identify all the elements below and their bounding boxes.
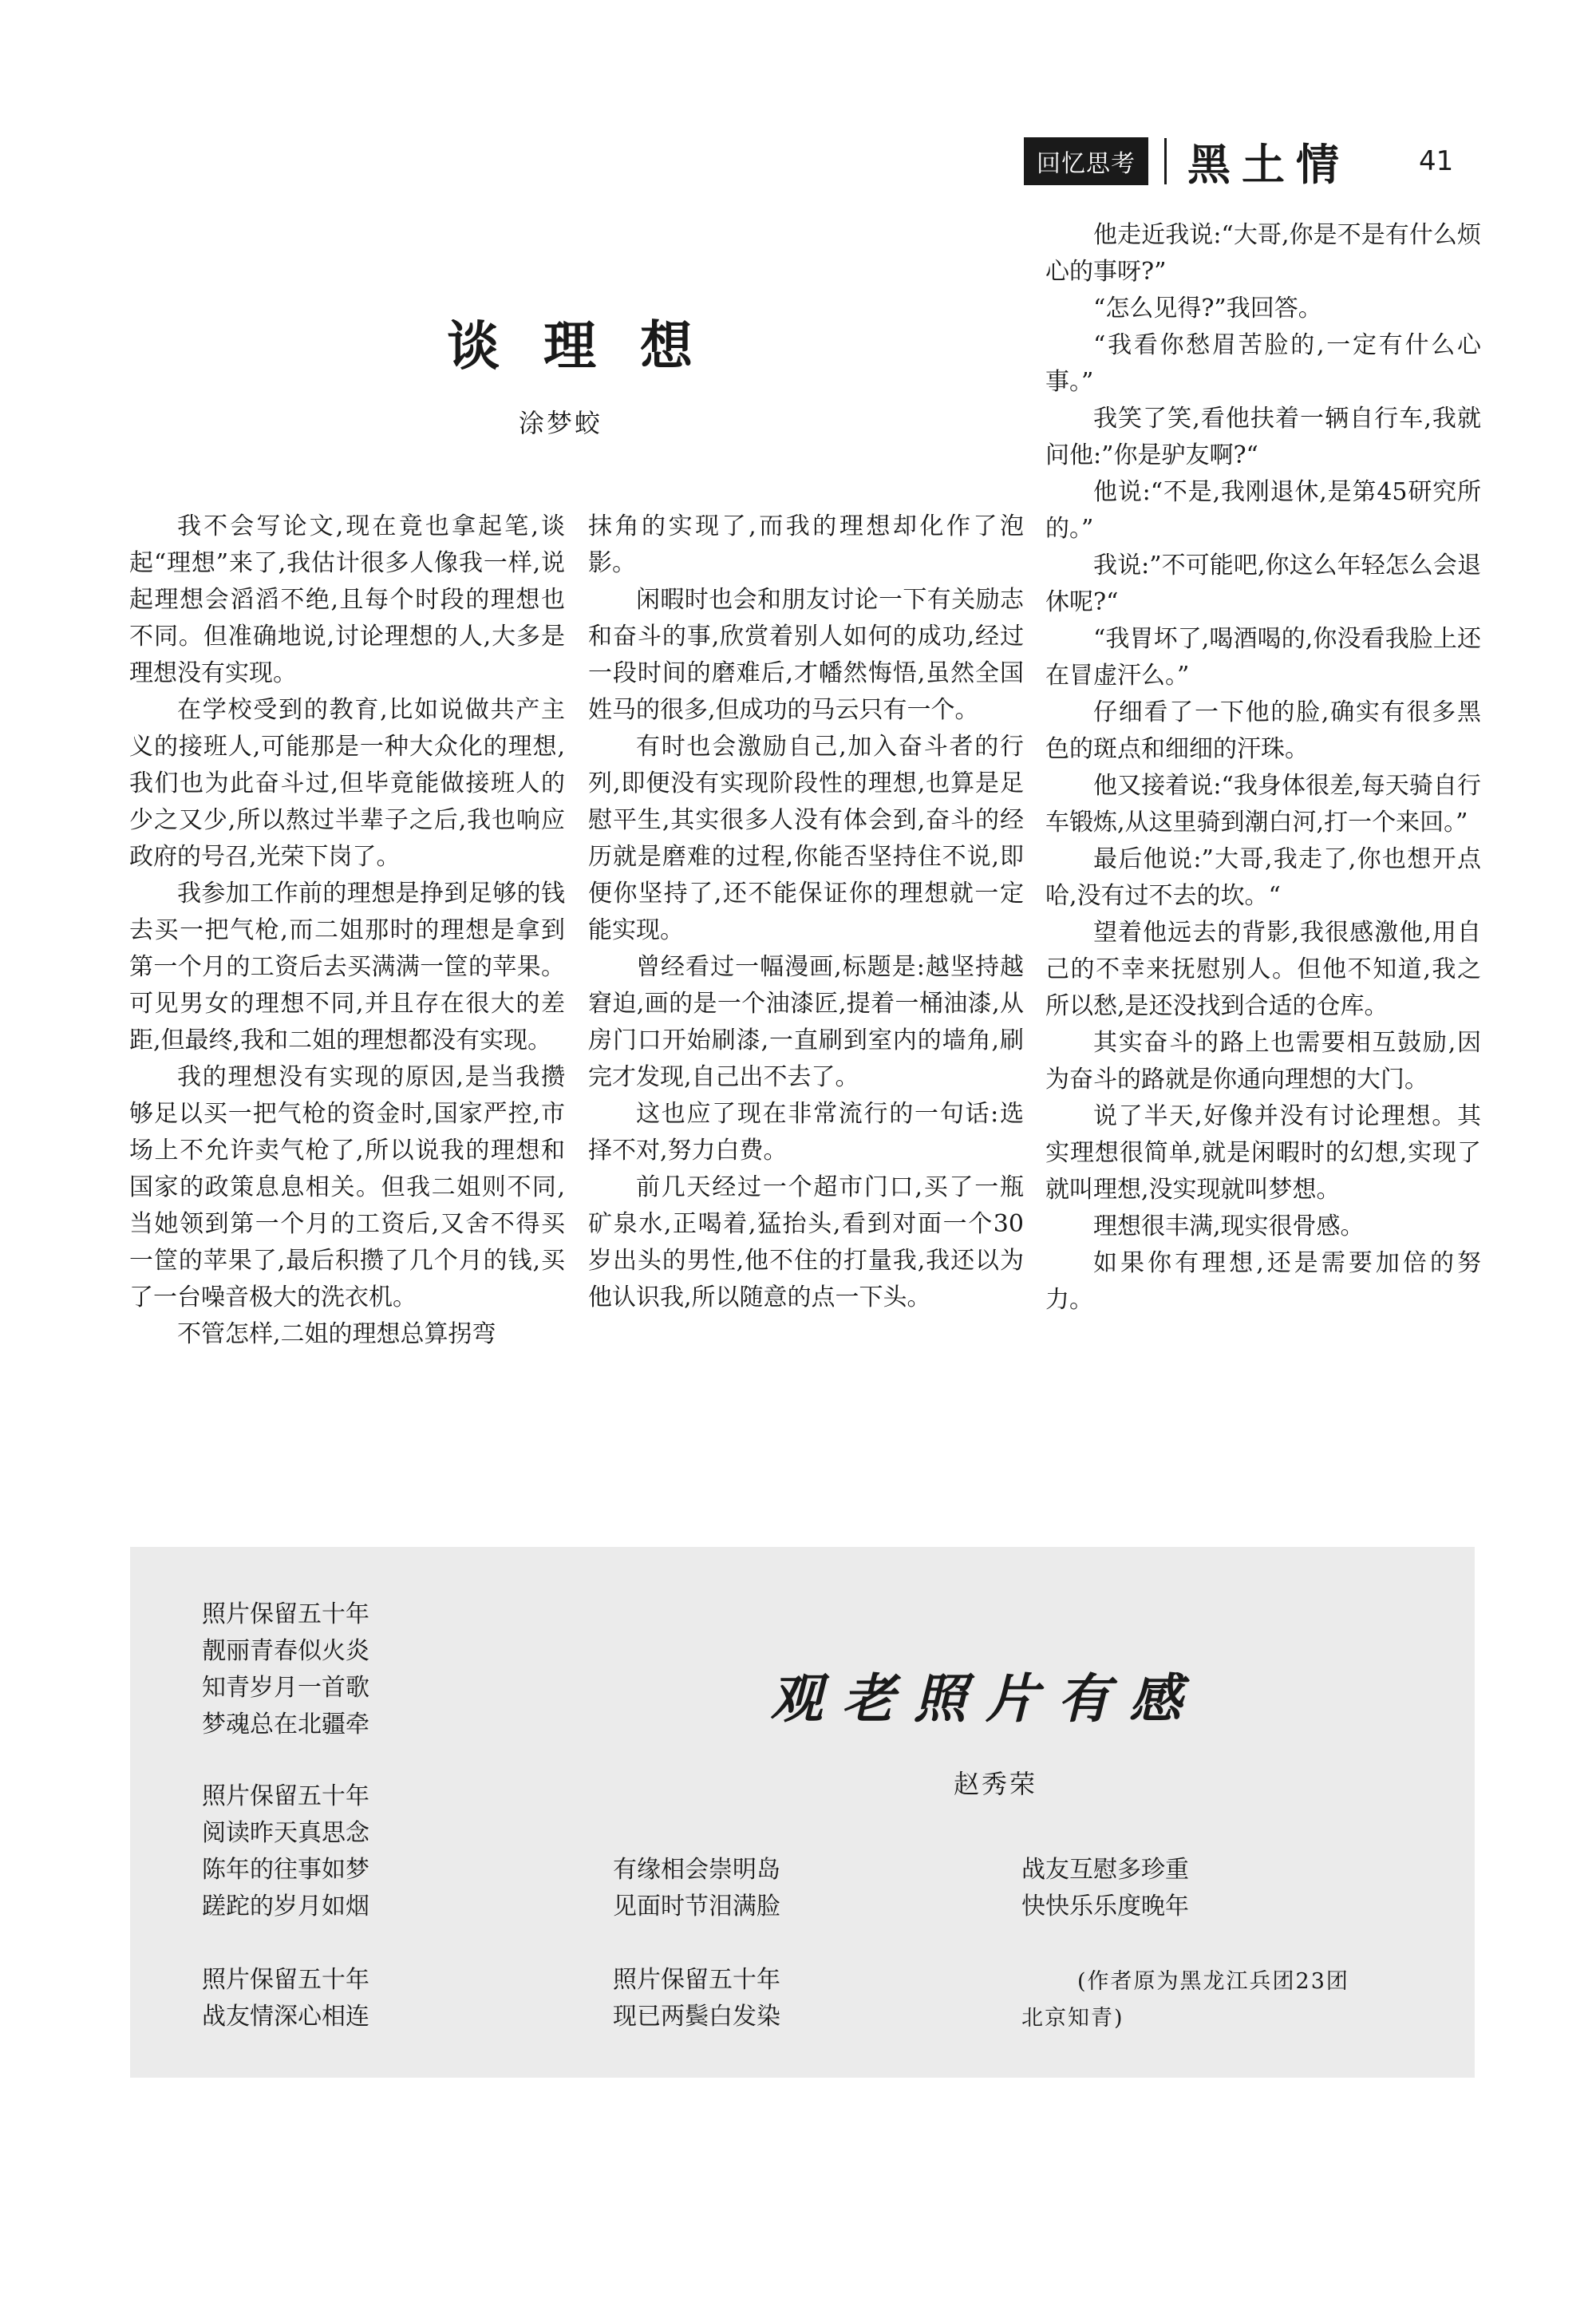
article-column-1 bbox=[129, 508, 565, 1353]
article-column-3 bbox=[1045, 217, 1481, 1319]
magazine-name: 黑土情 bbox=[1187, 138, 1350, 190]
paragraph: 这也应了现在非常流行的一句话:选择不对,努力白费。 bbox=[588, 1100, 1024, 1165]
paragraph: 理想很丰满,现实很骨感。 bbox=[1093, 1212, 1365, 1240]
paragraph: “怎么见得?”我回答。 bbox=[1093, 295, 1322, 322]
poem-line: 靓丽青春似火炎 bbox=[202, 1637, 369, 1665]
paragraph: 我说:”不可能吧,你这么年轻怎么会退休呢?“ bbox=[1045, 552, 1481, 616]
paragraph: 曾经看过一幅漫画,标题是:越坚持越窘迫,画的是一个油漆匠,提着一桶油漆,从房门口开始刷漆,一直刷到室内的墙角,刷完才发现,自己出不去了。 bbox=[588, 953, 1024, 1091]
poem-line: 梦魂总在北疆牵 bbox=[202, 1711, 369, 1738]
page-header bbox=[1024, 136, 1454, 190]
poem-stanza-6 bbox=[1021, 1852, 1189, 1925]
paragraph: 在学校受到的教育,比如说做共产主义的接班人,可能那是一种大众化的理想,我们也为此奋斗过,但毕竟能做接班人的少之又少,所以熬过半辈子之后,我也响应政府的号召,光荣下岗了。 bbox=[129, 696, 565, 871]
poem-line: 有缘相会崇明岛 bbox=[613, 1856, 780, 1884]
poem-stanza-1 bbox=[202, 1596, 369, 1743]
author-note-line: (作者原为黑龙江兵团23团 bbox=[1077, 1969, 1349, 1994]
paragraph: 其实奋斗的路上也需要相互鼓励,因为奋斗的路就是你通向理想的大门。 bbox=[1045, 1029, 1481, 1094]
author-note-line: 北京知青) bbox=[1021, 2006, 1124, 2031]
paragraph: 我不会写论文,现在竟也拿起笔,谈起“理想”来了,我估计很多人像我一样,说起理想会滔滔不绝,且每个时段的理想也不同。但准确地说,讨论理想的人,大多是理想没有实现。 bbox=[129, 512, 565, 687]
poem-line: 阅读昨天真思念 bbox=[202, 1819, 369, 1847]
poem-stanza-5 bbox=[613, 1962, 780, 2035]
paragraph: 有时也会激励自己,加入奋斗者的行列,即便没有实现阶段性的理想,也算是足慰平生,其实很多人没有体会到,奋斗的经历就是磨难的过程,你能否坚持住不说,即便你坚持了,还不能保证你的理想就一定能实现。 bbox=[588, 733, 1024, 944]
paragraph: “我看你愁眉苦脸的,一定有什么心事。” bbox=[1045, 331, 1481, 396]
article-author: 涂梦蛟 bbox=[519, 408, 603, 438]
poem-line: 快快乐乐度晚年 bbox=[1021, 1893, 1189, 1920]
paragraph: 我的理想没有实现的原因,是当我攒够足以买一把气枪的资金时,国家严控,市场上不允许卖气枪了,所以说我的理想和国家的政策息息相关。但我二姐则不同,当她领到第一个月的工资后,又舍不得买一筐的苹果了,最后积攒了几个月的钱,买了一台噪音极大的洗衣机。 bbox=[129, 1063, 565, 1311]
poem-line: 见面时节泪满脸 bbox=[613, 1893, 780, 1920]
poem-line: 知青岁月一首歌 bbox=[202, 1674, 369, 1702]
paragraph: 仔细看了一下他的脸,确实有很多黑色的斑点和细细的汗珠。 bbox=[1045, 698, 1481, 763]
paragraph: 前几天经过一个超市门口,买了一瓶矿泉水,正喝着,猛抬头,看到对面一个30岁出头的男性,他不住的打量我,我还以为他认识我,所以随意的点一下头。 bbox=[588, 1173, 1024, 1311]
poem-line: 蹉跎的岁月如烟 bbox=[202, 1893, 369, 1920]
author-note bbox=[1021, 1964, 1420, 2037]
poem-line: 战友互慰多珍重 bbox=[1021, 1856, 1189, 1884]
poem-line: 照片保留五十年 bbox=[613, 1966, 780, 1994]
paragraph: 闲暇时也会和朋友讨论一下有关励志和奋斗的事,欣赏着别人如何的成功,经过一段时间的磨难后,才幡然悔悟,虽然全国姓马的很多,但成功的马云只有一个。 bbox=[588, 586, 1024, 724]
header-divider bbox=[1164, 138, 1167, 184]
article-title: 谈 理 想 bbox=[447, 314, 705, 377]
article-column-2 bbox=[588, 508, 1024, 1316]
paragraph: 说了半天,好像并没有讨论理想。其实理想很简单,就是闲暇时的幻想,实现了就叫理想,没实现就叫梦想。 bbox=[1045, 1102, 1481, 1204]
poem-stanza-4 bbox=[613, 1852, 780, 1925]
poem-line: 照片保留五十年 bbox=[202, 1782, 369, 1810]
paragraph: 抹角的实现了,而我的理想却化作了泡影。 bbox=[588, 512, 1024, 577]
page-number: 41 bbox=[1419, 145, 1454, 177]
poem-line: 照片保留五十年 bbox=[202, 1966, 369, 1994]
paragraph: 我参加工作前的理想是挣到足够的钱去买一把气枪,而二姐那时的理想是拿到第一个月的工资后去买满满一筐的苹果。可见男女的理想不同,并且存在很大的差距,但最终,我和二姐的理想都没有实现。 bbox=[129, 880, 565, 1054]
paragraph: 我笑了笑,看他扶着一辆自行车,我就问他:”你是驴友啊?“ bbox=[1045, 405, 1481, 469]
poem-stanza-3 bbox=[202, 1962, 369, 2035]
section-tag: 回忆思考 bbox=[1024, 137, 1148, 185]
paragraph: 不管怎样,二姐的理想总算拐弯 bbox=[177, 1320, 496, 1348]
poem-line: 陈年的往事如梦 bbox=[202, 1856, 369, 1884]
paragraph: 望着他远去的背影,我很感激他,用自己的不幸来抚慰别人。但他不知道,我之所以愁,是还没找到合适的仓库。 bbox=[1045, 919, 1481, 1020]
paragraph: 他走近我说:“大哥,你是不是有什么烦心的事呀?” bbox=[1045, 221, 1481, 286]
paragraph: 最后他说:”大哥,我走了,你也想开点哈,没有过不去的坎。“ bbox=[1045, 845, 1481, 910]
poem-line: 照片保留五十年 bbox=[202, 1600, 369, 1628]
poem-stanza-2 bbox=[202, 1778, 369, 1925]
poem-author: 赵秀荣 bbox=[954, 1769, 1038, 1799]
poem-line: 现已两鬓白发染 bbox=[613, 2003, 780, 2031]
poem-title: 观老照片有感 bbox=[770, 1667, 1201, 1730]
paragraph: 如果你有理想,还是需要加倍的努力。 bbox=[1045, 1249, 1481, 1314]
paragraph: 他说:“不是,我刚退休,是第45研究所的。” bbox=[1045, 478, 1481, 543]
poem-line: 战友情深心相连 bbox=[202, 2003, 369, 2031]
paragraph: “我胃坏了,喝酒喝的,你没看我脸上还在冒虚汗么。” bbox=[1045, 625, 1481, 690]
paragraph: 他又接着说:“我身体很差,每天骑自行车锻炼,从这里骑到潮白河,打一个来回。” bbox=[1045, 772, 1481, 837]
